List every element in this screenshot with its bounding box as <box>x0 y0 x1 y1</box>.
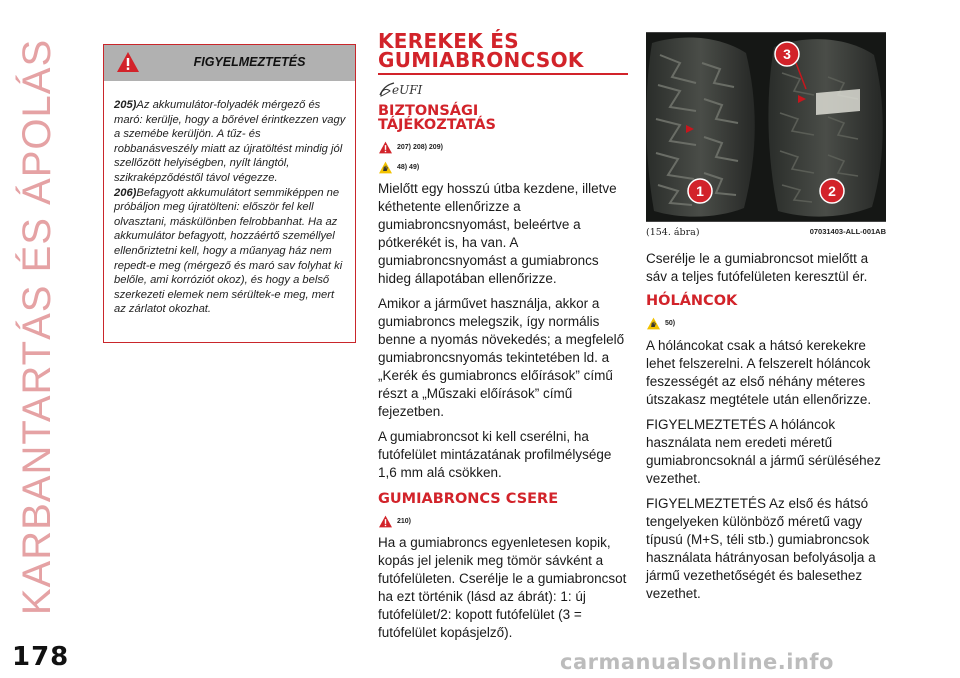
warning-references <box>378 140 628 154</box>
right-column <box>646 32 886 610</box>
subsection-heading-line: BIZTONSÁGI <box>378 103 479 119</box>
figure-code: 07031403-ALL-001AB <box>809 227 886 236</box>
body-paragraph: Mielőtt egy hosszú útba kezdene, illetve kéthetente ellenőrizze a gumiabroncsnyomást, beleértve a pótkerékét is, ha van. A gumiabroncsnyomást a gumiabroncs hideg állapotában ellenőrizze. <box>378 181 617 286</box>
side-title-text: KARBANTARTÁS ÉS ÁPOLÁS <box>15 38 59 616</box>
warning-item <box>114 186 346 317</box>
body-paragraph: Amikor a járművet használja, akkor a gumiabroncs melegszik, így normális benne a nyomás növekedés; a megfelelő gumiabroncsnyomás tekintetében ld. a „Kerék és gumiabroncs előírások” című részt a „Műszaki előírások” című fejezetben. <box>378 296 625 419</box>
caution-hand-icon <box>378 161 393 174</box>
warning-item-number: 205) <box>114 99 137 111</box>
warning-body <box>104 81 355 317</box>
figure-marker-3 <box>775 42 799 66</box>
svg-text:eUFI: eUFI <box>392 83 423 97</box>
section-heading-line: GUMIABRONCSOK <box>378 48 584 72</box>
figure-marker-1 <box>688 179 712 203</box>
note-refs-text: 50) <box>665 319 676 327</box>
warning-box <box>103 44 356 343</box>
tire-wear-figure <box>646 32 886 222</box>
note-refs-text: 48) 49) <box>397 163 420 171</box>
warning-item-number: 206) <box>114 186 137 199</box>
middle-column <box>378 29 628 649</box>
warning-item-text: Az akkumulátor-folyadék mérgező és maró: kerülje, hogy a bőrével érintkezzen vagy a szemébe kerüljön. A tűz- és robbanásveszély miatt az újratöltést mindig jól szellőzött helyiségben, nyílt lángtól, szikraképződéstől távol végezze. <box>114 99 346 184</box>
warning-refs-text: 207) 208) 209) <box>397 143 443 151</box>
subsection-heading: GUMIABRONCS CSERE <box>378 491 559 507</box>
svg-text:1: 1 <box>696 183 704 199</box>
watermark: carmanualsonline.info <box>560 650 834 674</box>
warning-triangle-icon <box>378 515 393 528</box>
warning-header <box>104 45 355 81</box>
warning-refs-text: 210) <box>397 517 412 525</box>
figure-caption <box>646 227 886 238</box>
svg-text:3: 3 <box>783 46 791 62</box>
body-paragraph: A hóláncokat csak a hátsó kerekekre lehet felszerelni. A felszerelt hóláncok feszességét az első néhány méteres útszakasz megtétele után ellenőrizze. <box>646 338 872 407</box>
figure-label: (154. ábra) <box>646 227 700 238</box>
warning-title: FIGYELMEZTETÉS <box>193 55 306 69</box>
section-heading-line: KEREKEK ÉS <box>378 29 519 53</box>
warning-references <box>378 514 628 528</box>
warning-item-text: Befagyott akkumulátort semmiképpen ne próbáljon meg újratölteni: először fel kell olvasztani, máskülönben felrobbanhat. Ha az akkumulátor befagyott, hozzáértő személlyel ellenőriztetni kell, hogy a műanyag ház nem repedt-e meg (mérgező és maró sav folyhat ki belőle, ami korróziót okoz), és hogy a belső szerkezeti elemek nem sérültek-e meg, mert az zárlatot okozhat. <box>114 186 343 316</box>
eco-leaf-icon <box>378 80 628 98</box>
figure-marker-2 <box>820 179 844 203</box>
body-paragraph: Cserélje le a gumiabroncsot mielőtt a sáv a teljes futófelületen keresztül ér. <box>646 251 869 284</box>
heading-rule <box>378 73 628 75</box>
warning-triangle-icon <box>116 50 140 79</box>
subsection-heading-line: TÁJÉKOZTATÁS <box>378 117 497 133</box>
body-paragraph: Ha a gumiabroncs egyenletesen kopik, kopás jel jelenik meg tömör sávként a futófelületen. Cserélje le a gumiabroncsot ha ezt történik (lásd az ábrát): 1: új futófelület/2: kopott futófelület (3 = futófelület kopásjelző). <box>378 535 627 640</box>
subsection-heading: HÓLÁNCOK <box>646 293 738 309</box>
warning-item <box>114 98 346 186</box>
page-number: 178 <box>12 642 70 672</box>
warning-triangle-icon <box>378 141 393 154</box>
caution-hand-icon <box>646 317 661 330</box>
body-paragraph: FIGYELMEZTETÉS Az első és hátsó tengelyeken különböző méretű vagy típusú (M+S, téli stb.) gumiabroncsok használata hátrányosan befolyásolja a jármű vezethetőségét és balesethez vezethet. <box>646 496 876 601</box>
side-chapter-title <box>6 20 66 616</box>
note-references <box>378 160 628 174</box>
body-paragraph: A gumiabroncsot ki kell cserélni, ha futófelület mintázatának profilmélysége 1,6 mm alá csökken. <box>378 429 612 480</box>
subsection-heading <box>378 104 628 132</box>
note-references <box>646 316 886 330</box>
svg-text:2: 2 <box>828 183 836 199</box>
section-heading <box>378 29 628 72</box>
body-paragraph: FIGYELMEZTETÉS A hóláncok használata nem eredeti méretű gumiabroncsoknál a jármű sérüléséhez vezethet. <box>646 417 881 486</box>
